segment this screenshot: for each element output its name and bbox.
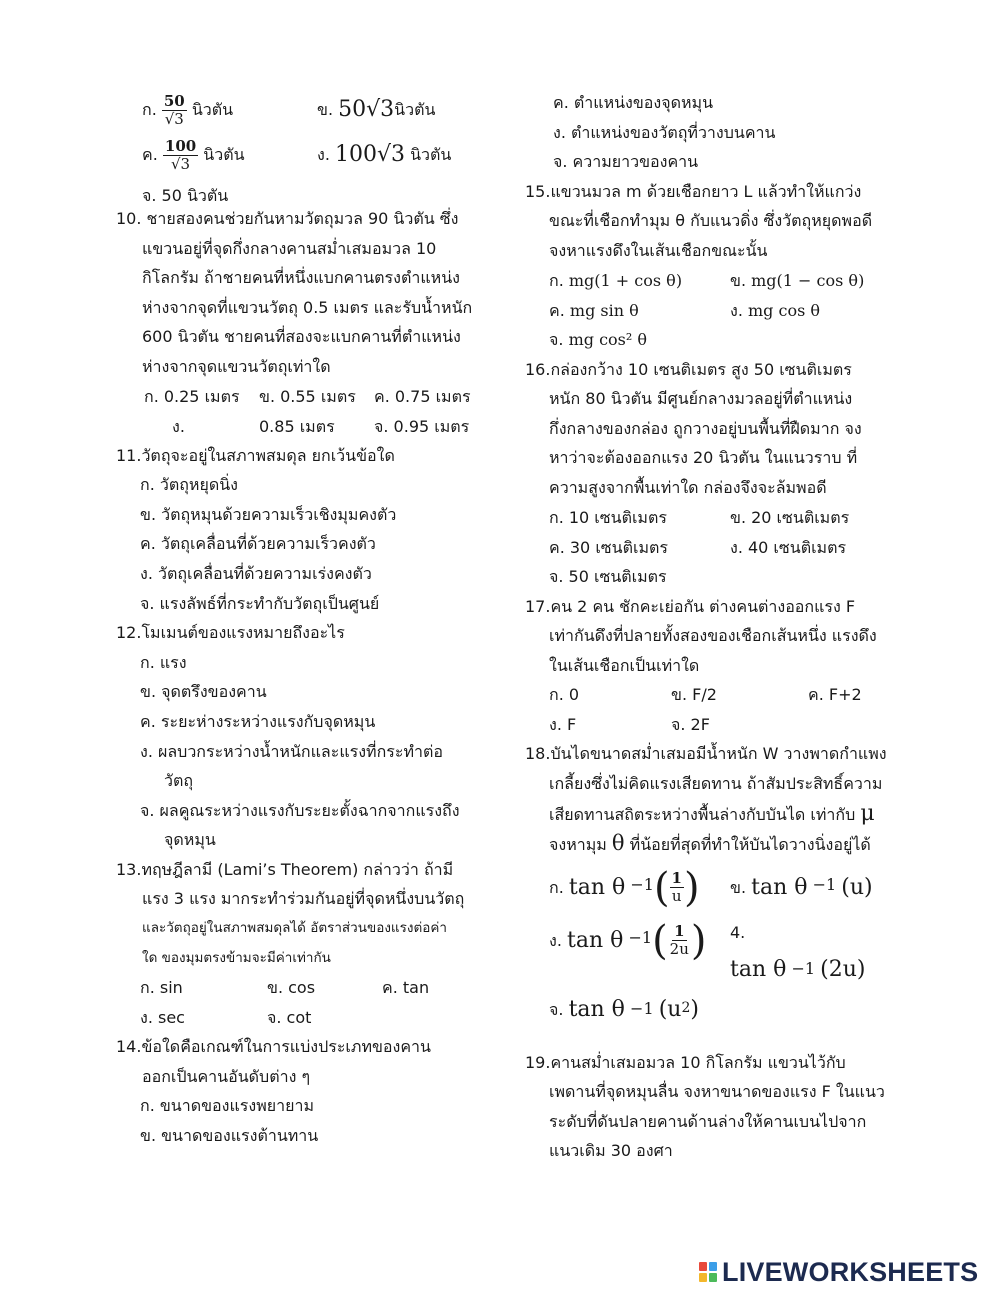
q15-option-a[interactable] [549,266,682,296]
q16-option-a[interactable]: ก. 10 เซนติเมตร [549,507,667,527]
question-18 [525,739,897,1037]
math-expression: tan θ [751,874,808,900]
q15-option-c[interactable] [549,296,639,326]
q16-option-e[interactable]: จ. 50 เซนติเมตร [549,566,667,586]
q15-option-d[interactable] [730,296,820,326]
unit: นิวตัน [203,145,245,165]
math-expression: tan θ [567,927,624,953]
q13-option-b[interactable]: ข. cos [267,978,316,998]
question-text: แนวเดิม 30 องศา [549,1141,673,1161]
question-17-options [525,680,897,739]
q12-option-c[interactable]: ค. ระยะห่างระหว่างแรงกับจุดหมุน [140,711,376,731]
denominator: 2u [669,940,689,959]
q10-option-e[interactable]: จ. 0.95 เมตร [374,416,470,436]
question-13-options [112,973,484,1032]
denominator: u [671,887,682,906]
q10-option-b[interactable]: ข. 0.55 เมตร [259,386,356,406]
question-text: กึ่งกลางของกล่อง ถูกวางอยู่บนพื้นที่ฝืดมาก จง [549,418,862,438]
q11-option-b[interactable]: ข. วัตถุหมุนด้วยความเร็วเชิงมุมคงตัว [140,504,397,524]
q13-option-a[interactable]: ก. sin [140,978,183,998]
question-text: หนัก 80 นิวตัน มีศูนย์กลางมวลอยู่ที่ตำแหน่ง [549,389,853,409]
question-text: เกลี้ยงซึ่งไม่คิดแรงเสียดทาน ถ้าสัมประสิทธิ์ความ [549,773,883,793]
question-text: 14.ข้อใดคือเกณฑ์ในการแบ่งประเภทของคาน [116,1037,431,1057]
q11-option-a[interactable]: ก. วัตถุหยุดนิ่ง [140,475,238,495]
q18-option-c[interactable] [549,917,707,965]
question-text: กิโลกรัม ถ้าชายคนที่หนึ่งแบกคานตรงตำแหน่ง [142,268,460,288]
q9-option-c[interactable] [142,133,245,177]
mu-symbol: μ [860,800,875,826]
fraction [162,93,187,128]
option-label: ง. [549,930,562,950]
q14-option-c[interactable]: ค. ตำแหน่งของจุดหมุน [553,93,714,112]
q12-option-b[interactable]: ข. จุดตรึงของคาน [140,682,267,702]
logo-square [709,1262,717,1271]
math-expression: tan θ [568,996,625,1022]
exponent: 2 [681,999,691,1016]
right-column [525,88,897,1166]
question-19 [525,1048,897,1166]
q17-option-c[interactable]: ค. F+2 [808,685,862,705]
q13-option-e[interactable]: จ. cot [267,1008,312,1028]
unit: นิวตัน [394,100,436,120]
q18-option-d-label[interactable]: 4. [730,922,746,942]
question-10 [112,204,484,441]
unit: นิวตัน [410,145,452,165]
paren-close: ) [683,864,700,911]
numerator: 100 [164,136,197,155]
q14-option-d[interactable]: ง. ตำแหน่งของวัตถุที่วางบนคาน [553,122,776,142]
q16-option-c[interactable]: ค. 30 เซนติเมตร [549,537,668,557]
option-label: ง. [730,300,743,320]
question-text: 16.กล่องกว้าง 10 เซนติเมตร สูง 50 เซนติเมตร [525,359,852,379]
left-column [112,88,484,1151]
numerator: 1 [674,922,685,941]
logo-text: LIVEWORKSHEETS [722,1256,979,1287]
option-label: ข. [317,100,334,120]
q18-option-e[interactable] [549,990,699,1030]
fraction [668,923,691,958]
question-18-options [525,860,897,1038]
question-text: 11.วัตถุจะอยู่ในสภาพสมดุล ยกเว้นข้อใด [116,445,395,465]
question-text [525,799,897,830]
q10-option-a[interactable]: ก. 0.25 เมตร [144,386,240,406]
q13-option-d[interactable]: ง. sec [140,1008,185,1028]
math-argument: ) [690,996,699,1022]
q9-option-e[interactable]: จ. 50 นิวตัน [142,186,229,205]
question-text: แรง 3 แรง มากระทำร่วมกันอยู่ที่จุดหนึ่งบนวัตถุ [142,889,465,909]
theta-symbol: θ [611,831,625,856]
q10-option-d-label[interactable]: ง. [172,416,185,436]
question-text: ห่างจากจุดที่แขวนวัตถุ 0.5 เมตร และรับน้ำหนัก [142,297,473,317]
question-16-options [525,503,897,592]
question-text: เท่ากันดึงที่ปลายทั้งสองของเชือกเส้นหนึ่ง แรงดึง [549,626,877,646]
math-argument: (u) [841,874,873,900]
denominator: √3 [164,109,184,128]
q9-option-b[interactable] [317,88,435,132]
q14-option-e[interactable]: จ. ความยาวของคาน [553,152,699,172]
exponent: −1 [630,874,654,894]
q12-option-a[interactable]: ก. แรง [140,652,187,672]
math-expression: mg(1 + cos θ) [568,270,683,290]
fraction [163,138,198,173]
option-label: จ. [549,999,564,1019]
paren-open: ( [653,864,670,911]
option-label: ข. [730,270,747,290]
question-13 [112,855,484,1032]
question-text: 10. ชายสองคนช่วยกันหามวัตถุมวล 90 นิวตัน ซึ่ง [116,209,459,228]
q18-option-a[interactable] [549,864,700,912]
exponent: −1 [812,874,837,894]
q11-option-d[interactable]: ง. วัตถุเคลื่อนที่ด้วยความเร่งคงตัว [140,563,372,583]
question-12 [112,618,484,855]
math-expression: tan θ [568,874,626,900]
option-label: ค. [142,145,158,165]
paren-close: ) [690,917,707,964]
question-text: 17.คน 2 คน ชักคะเย่อกัน ต่างคนต่างออกแรง F [525,596,856,616]
option-label: จ. [549,329,564,349]
question-text: 19.คานสม่ำเสมอมวล 10 กิโลกรัม แขวนไว้กับ [525,1052,846,1072]
question-text: ขณะที่เชือกทำมุม θ กับแนวดิ่ง ซึ่งวัตถุหยุดพอดี [549,211,873,231]
math-expression: mg cos θ [748,300,821,320]
question-11 [112,441,484,619]
question-9-options [112,88,484,206]
question-17 [525,592,897,740]
numerator: 50 [163,91,185,110]
question-text [525,829,897,860]
q9-option-a[interactable] [142,88,233,132]
question-14 [112,1032,484,1150]
q17-option-a[interactable]: ก. 0 [549,685,580,705]
fraction [670,870,684,905]
math-argument: (2u) [820,956,866,982]
q18-option-b[interactable] [730,864,873,912]
q11-option-c[interactable]: ค. วัตถุเคลื่อนที่ด้วยความเร็วคงตัว [140,534,376,554]
math-expression: tan θ [730,956,787,982]
math-value: 50√3 [338,97,395,123]
option-label: ค. [549,300,565,320]
exponent: −1 [628,927,653,947]
exponent: −1 [630,998,654,1018]
question-text: 13.ทฤษฎีลามี (Lami’s Theorem) กล่าวว่า ถ้ามี [116,859,454,879]
option-label: ง. [317,145,330,165]
q10-option-c[interactable]: ค. 0.75 เมตร [374,386,471,406]
q11-option-e[interactable]: จ. แรงลัพธ์ที่กระทำกับวัตถุเป็นศูนย์ [140,593,380,613]
paren-open: ( [652,917,668,964]
question-text: ออกเป็นคานอันดับต่าง ๆ [142,1066,311,1086]
option-label: ข. [730,877,747,897]
q12-option-d[interactable]: ง. ผลบวกระหว่างน้ำหนักและแรงที่กระทำต่อ [140,741,443,761]
q16-option-b[interactable]: ข. 20 เซนติเมตร [730,507,850,527]
question-text: ความสูงจากพื้นเท่าใด กล่องจึงจะล้มพอดี [549,477,827,497]
text-segment: จงหามุม [549,835,607,855]
question-15 [525,177,897,355]
logo-square [699,1273,707,1282]
question-text: ในเส้นเชือกเป็นเท่าใด [549,655,700,675]
option-label: ก. [549,877,564,897]
question-text: เพดานที่จุดหมุนลื่น จงหาขนาดของแรง F ในแนว [549,1082,885,1102]
q9-option-d[interactable] [317,133,451,177]
question-text: ห่างจากจุดแขวนวัตถุเท่าใด [142,356,331,376]
q13-option-c[interactable]: ค. tan [382,978,430,998]
math-value: 100√3 [335,142,406,168]
math-expression: mg sin θ [569,300,639,320]
math-expression: mg cos² θ [568,329,647,349]
q17-option-b[interactable]: ข. F/2 [671,685,717,705]
text-segment: ที่น้อยที่สุดที่ทำให้บันไดวางนิ่งอยู่ได้ [629,835,871,855]
question-text: แขวนอยู่ที่จุดกึ่งกลางคานสม่ำเสมอมวล 10 [142,238,437,258]
q12-option-e[interactable]: จ. ผลคูณระหว่างแรงกับระยะตั้งฉากจากแรงถึง [140,800,460,820]
q18-option-d[interactable] [730,952,866,988]
numerator: 1 [671,869,682,888]
question-text: ใด ของมุมตรงข้ามจะมีค่าเท่ากัน [142,949,331,966]
question-16 [525,355,897,592]
question-10-options [112,382,484,441]
q14-option-a[interactable]: ก. ขนาดของแรงพยายาม [140,1096,314,1116]
logo-square [709,1273,717,1282]
q15-option-e[interactable] [549,325,647,355]
question-14-continued [525,88,897,177]
question-text: และวัตถุอยู่ในสภาพสมดุลได้ อัตราส่วนของแรงต่อค่า [142,920,447,937]
option-label: ก. [549,270,564,290]
q14-option-b[interactable]: ข. ขนาดของแรงต้านทาน [140,1126,319,1146]
q17-option-e[interactable]: จ. 2F [671,715,710,735]
math-argument: (u [658,996,682,1022]
question-text: 12.โมเมนต์ของแรงหมายถึงอะไร [116,623,345,643]
question-text: หาว่าจะต้องออกแรง 20 นิวตัน ในแนวราบ ที่ [549,448,858,468]
liveworksheets-icon [698,1261,718,1283]
liveworksheets-logo[interactable] [698,1256,978,1288]
question-text: ระดับที่ดันปลายคานด้านล่างให้คานเบนไปจาก [549,1111,867,1131]
denominator: √3 [170,154,191,173]
question-text: 18.บันไดขนาดสม่ำเสมอมีน้ำหนัก W วางพาดกำแพง [525,744,887,764]
q16-option-d[interactable]: ง. 40 เซนติเมตร [730,537,847,557]
option-label: ก. [142,100,157,120]
question-text: จงหาแรงดึงในเส้นเชือกขณะนั้น [549,240,768,260]
exponent: −1 [791,958,816,978]
question-text: 600 นิวตัน ชายคนที่สองจะแบกคานที่ตำแหน่ง [142,327,461,347]
question-text: 15.แขวนมวล m ด้วยเชือกยาว L แล้วทำให้แกว่ง [525,181,862,201]
q17-option-d[interactable]: ง. F [549,715,577,735]
question-15-options [525,266,897,355]
logo-square [699,1262,707,1271]
unit: นิวตัน [191,100,234,120]
q15-option-b[interactable] [730,266,864,296]
q12-option-d-cont: วัตถุ [164,771,194,791]
q12-option-e-cont: จุดหมุน [164,830,216,850]
q10-option-d[interactable]: 0.85 เมตร [259,416,335,436]
text-segment: เสียดทานสถิตระหว่างพื้นล่างกับบันได เท่ากับ [549,804,856,824]
math-expression: mg(1 − cos θ) [751,270,865,290]
